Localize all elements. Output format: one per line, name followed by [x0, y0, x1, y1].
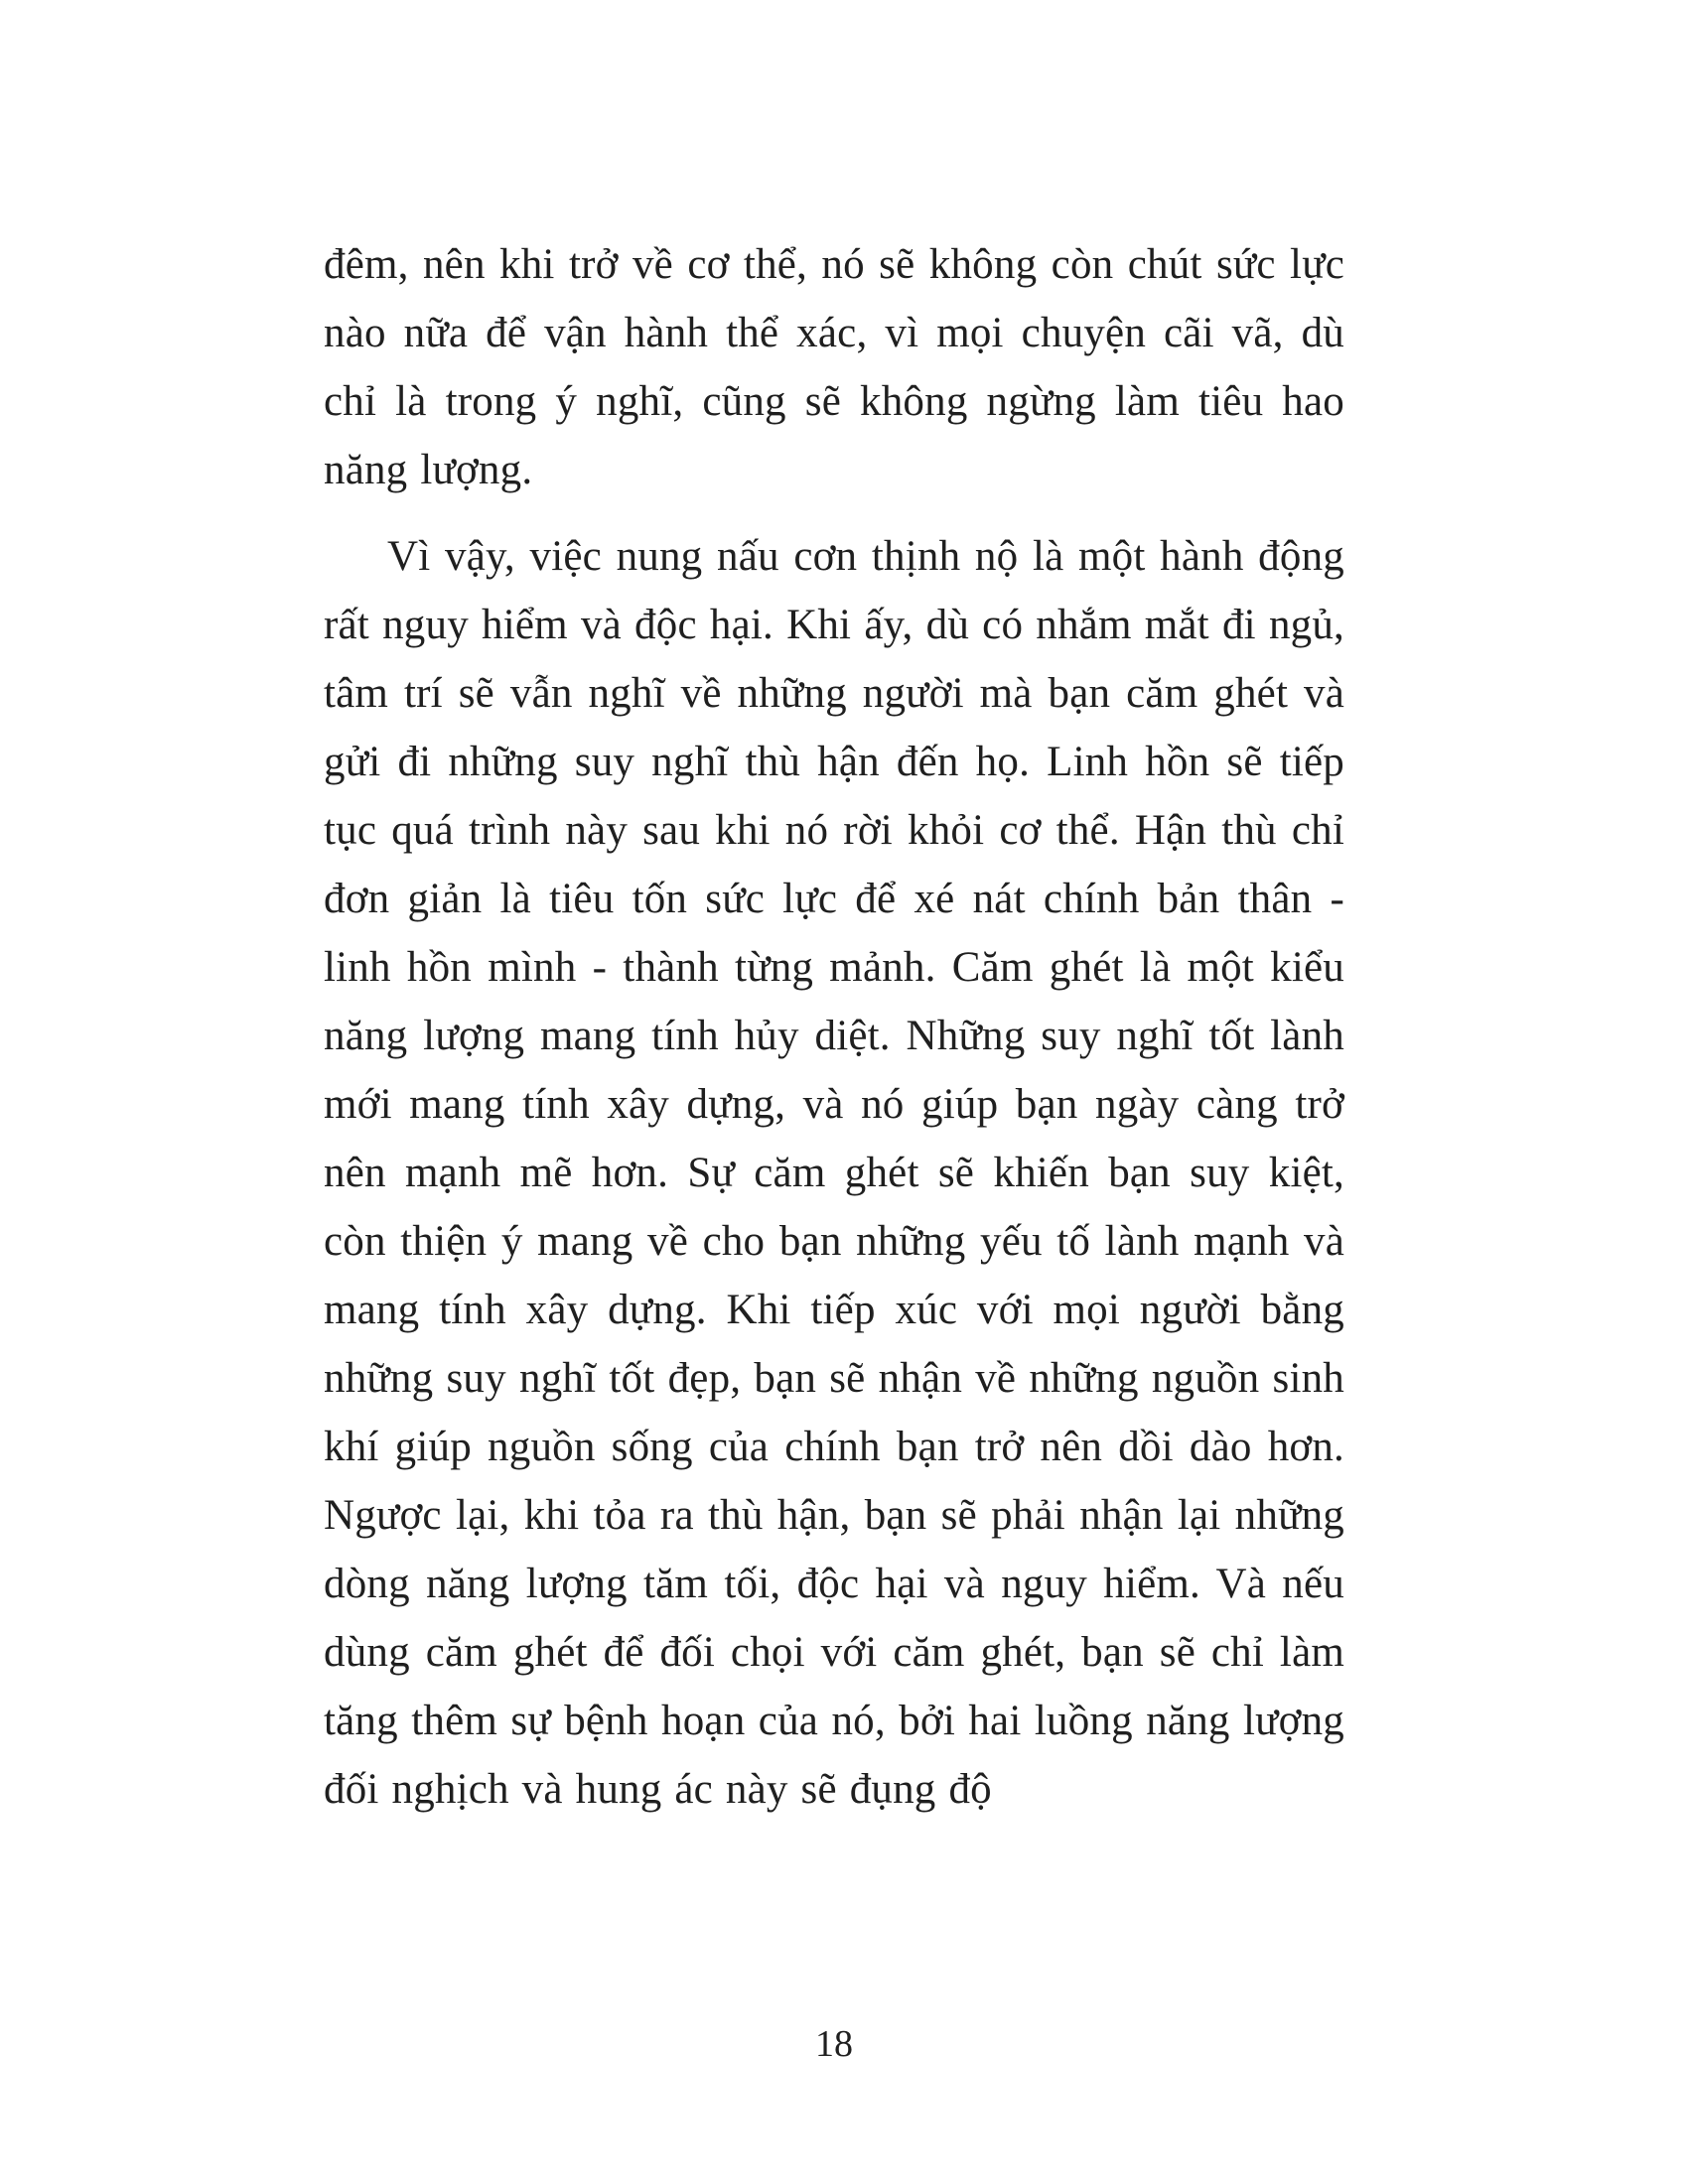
paragraph-continuation: đêm, nên khi trở về cơ thể, nó sẽ không còn chút sức lực nào nữa để vận hành thể xác, vì mọi chuyện cãi vã, dù chỉ là trong ý nghĩ, cũng sẽ không ngừng làm tiêu hao năng lượng.	[324, 241, 1344, 493]
page-number: 18	[815, 2023, 853, 2065]
paragraph: Vì vậy, việc nung nấu cơn thịnh nộ là một hành động rất nguy hiểm và độc hại. Khi ấy, dù có nhắm mắt đi ngủ, tâm trí sẽ vẫn nghĩ về những người mà bạn căm ghét và gửi đi những suy nghĩ thù hận đến họ. Linh hồn sẽ tiếp tục quá trình này sau khi nó rời khỏi cơ thể. Hận thù chỉ đơn giản là tiêu tốn sức lực để xé nát chính bản thân - linh hồn mình - thành từng mảnh. Căm ghét là một kiểu năng lượng mang tính hủy diệt. Những suy nghĩ tốt lành mới mang tính xây dựng, và nó giúp bạn ngày càng trở nên mạnh mẽ hơn. Sự căm ghét sẽ khiến bạn suy kiệt, còn thiện ý mang về cho bạn những yếu tố lành mạnh và mang tính xây dựng. Khi tiếp xúc với mọi người bằng những suy nghĩ tốt đẹp, bạn sẽ nhận về những nguồn sinh khí giúp nguồn sống của chính bạn trở nên dồi dào hơn. Ngược lại, khi tỏa ra thù hận, bạn sẽ phải nhận lại những dòng năng lượng tăm tối, độc hại và nguy hiểm. Và nếu dùng căm ghét để đối chọi với căm ghét, bạn sẽ chỉ làm tăng thêm sự bệnh hoạn của nó, bởi hai luồng năng lượng đối nghịch và hung ác này sẽ đụng độ	[324, 533, 1344, 1813]
body-text	[324, 230, 1344, 1824]
